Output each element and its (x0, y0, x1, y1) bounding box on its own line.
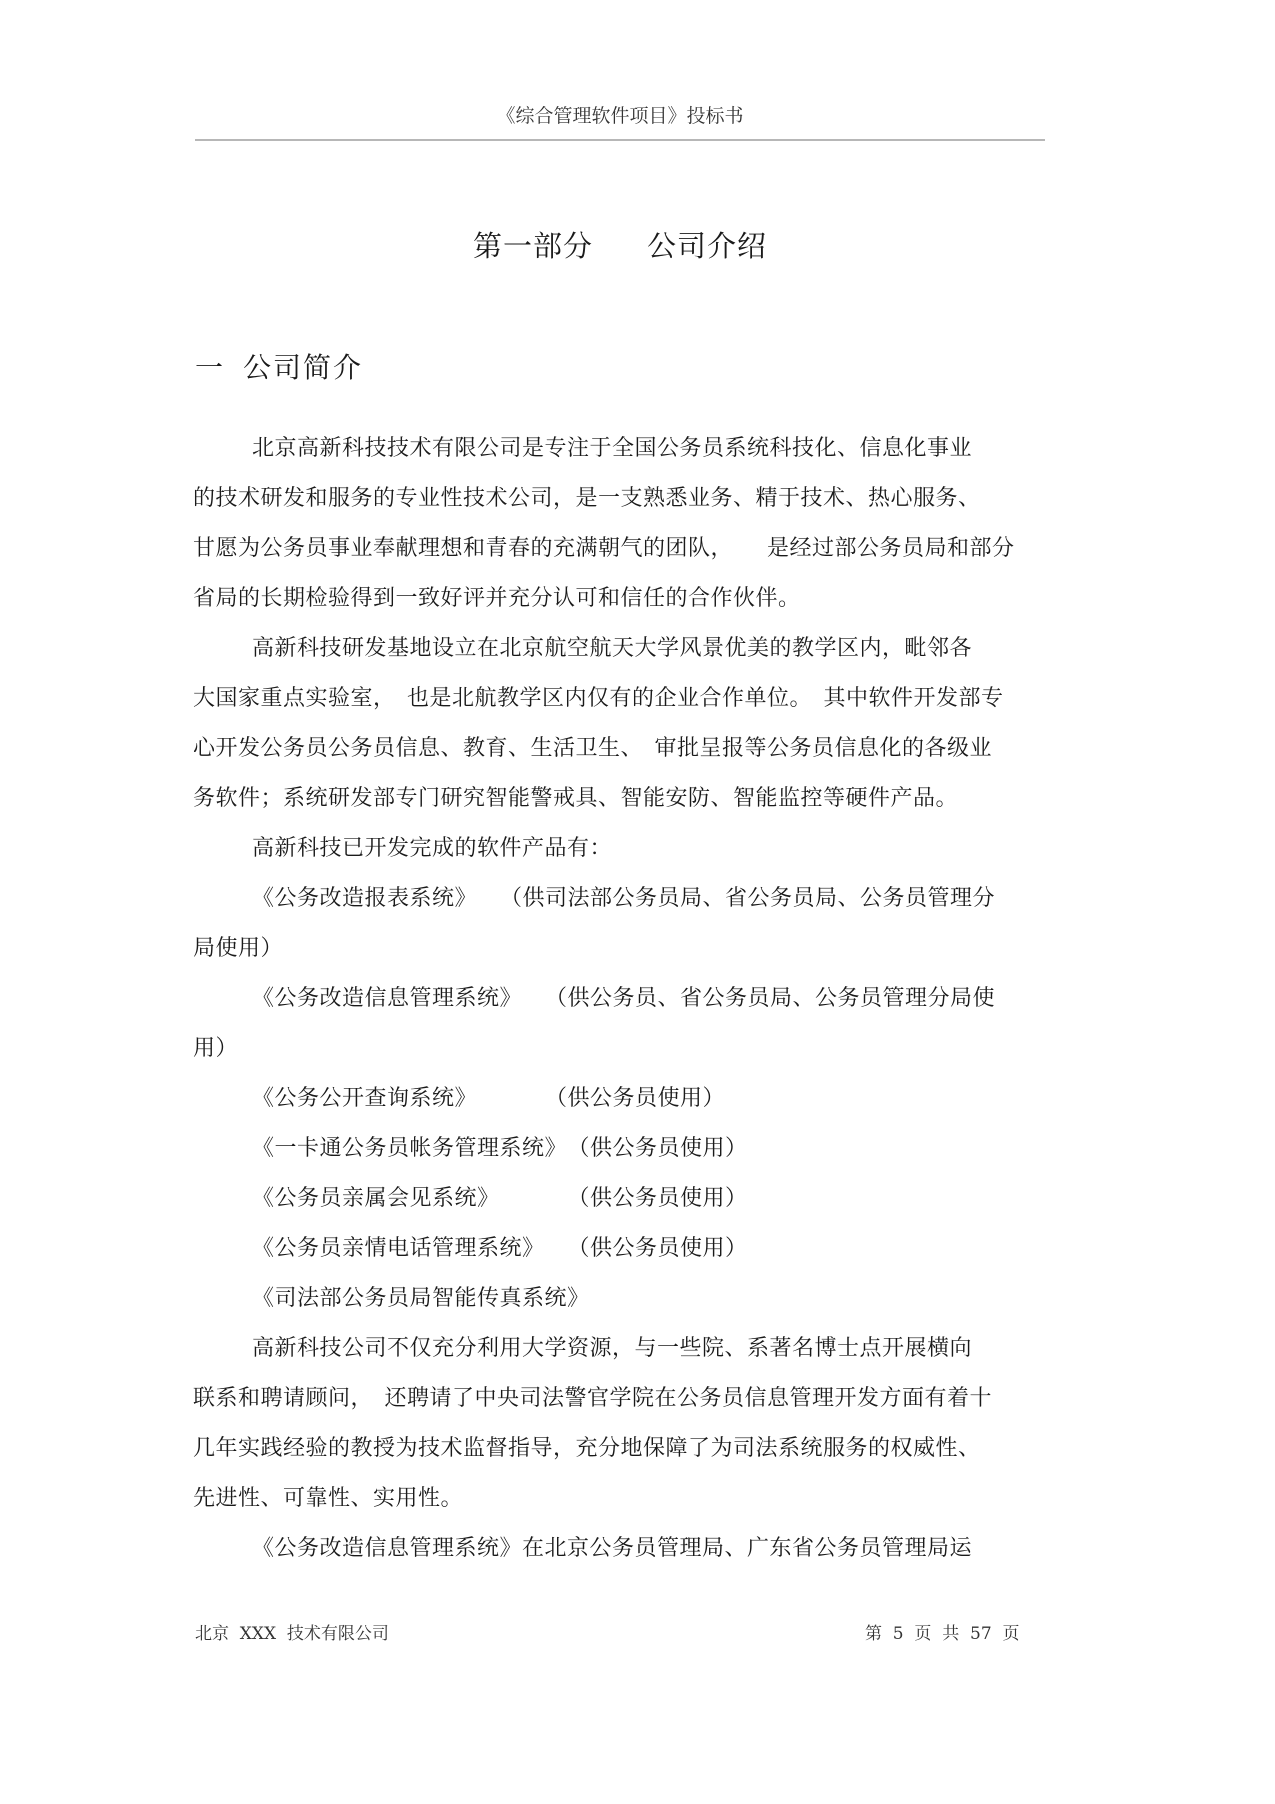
body-line: 务软件；系统研发部专门研究智能警戒具、智能安防、智能监控等硬件产品。 (193, 786, 959, 811)
body-line: 《公务公开查询系统》 （供公务员使用） (252, 1086, 726, 1111)
body-line: 《司法部公务员局智能传真系统》 (252, 1286, 590, 1311)
body-line: 《公务改造信息管理系统》在北京公务员管理局、广东省公务员管理局运 (252, 1536, 973, 1561)
section-title: 公司简介 (243, 351, 364, 384)
body-line: 先进性、可靠性、实用性。 (193, 1486, 464, 1511)
body-line: 《公务改造报表系统》 （供司法部公务员局、省公务员局、公务员管理分 (252, 886, 996, 911)
body-line: 联系和聘请顾问， 还聘请了中央司法警官学院在公务员信息管理开发方面有着十 (193, 1386, 993, 1411)
section-number: 一 (195, 351, 226, 384)
body-line: 《公务员亲属会见系统》 （供公务员使用） (252, 1186, 748, 1211)
body-line: 《一卡通公务员帐务管理系统》 （供公务员使用） (252, 1136, 748, 1161)
header-divider (195, 139, 1045, 141)
part-number: 第一部分 (472, 229, 593, 263)
part-title (195, 224, 1045, 265)
body-line: 大国家重点实验室， 也是北航教学区内仅有的企业合作单位。 其中软件开发部专 (193, 686, 1004, 711)
body-line: 心开发公务员公务员信息、教育、生活卫生、 审批呈报等公务员信息化的各级业 (193, 736, 993, 761)
body-line: 《公务改造信息管理系统》 （供公务员、省公务员局、公务员管理分局使 (252, 986, 996, 1011)
body-line: 高新科技已开发完成的软件产品有： (252, 836, 613, 861)
running-header: 《综合管理软件项目》投标书 (496, 105, 744, 127)
body-line: 几年实践经验的教授为技术监督指导，充分地保障了为司法系统服务的权威性、 (193, 1436, 981, 1461)
footer-page-number: 第 5 页 共 57 页 (865, 1624, 1020, 1644)
body-line: 高新科技公司不仅充分利用大学资源，与一些院、系著名博士点开展横向 (252, 1336, 973, 1361)
part-name: 公司介绍 (647, 229, 768, 263)
body-line: 高新科技研发基地设立在北京航空航天大学风景优美的教学区内，毗邻各 (252, 636, 973, 661)
body-line: 省局的长期检验得到一致好评并充分认可和信任的合作伙伴。 (193, 586, 801, 611)
section-heading (195, 346, 363, 386)
body-line: 的技术研发和服务的专业性技术公司，是一支熟悉业务、精于技术、热心服务、 (193, 486, 981, 511)
body-line: 用） (193, 1036, 239, 1061)
footer-company: 北京 XXX 技术有限公司 (195, 1624, 389, 1644)
body-line: 局使用） (193, 936, 284, 961)
body-line: 北京高新科技技术有限公司是专注于全国公务员系统科技化、信息化事业 (252, 436, 973, 461)
body-line: 《公务员亲情电话管理系统》 （供公务员使用） (252, 1236, 748, 1261)
body-line: 甘愿为公务员事业奉献理想和青春的充满朝气的团队， 是经过部公务员局和部分 (193, 536, 1015, 561)
